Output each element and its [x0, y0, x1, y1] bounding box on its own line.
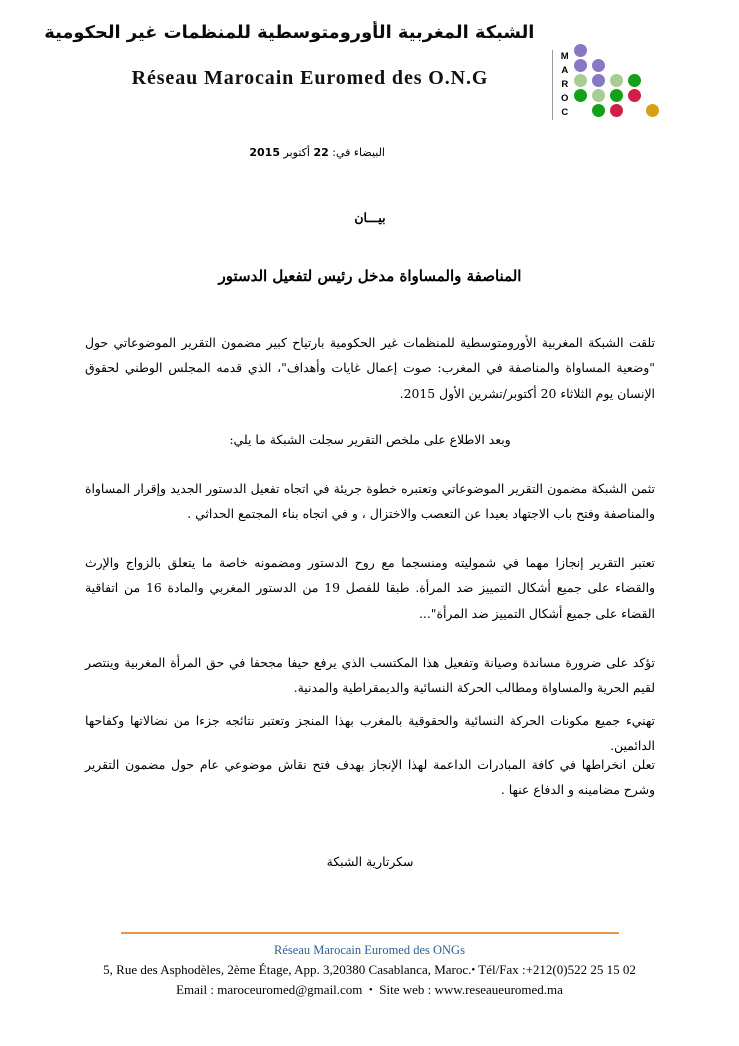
paragraph-point-3: تؤكد على ضرورة مساندة وصيانة وتفعيل هذا المكتسب الذي يرفع حيفا مجحفا في حق المرأة المغربية وينتصر لقيم الحرية والمساواة ومطالب الحركة النسائية والديمقراطية والمدنية.	[85, 655, 655, 696]
document-kicker: بيـــان	[354, 210, 386, 225]
footer-organization-name: Réseau Marocain Euromed des ONGs	[274, 942, 465, 957]
logo-dot-purple	[592, 74, 605, 87]
footer-contact-line	[0, 980, 739, 1000]
footer-address: 5, Rue des Asphodèles, 2ème Étage, App. 3,20380 Casablanca, Maroc.	[103, 961, 472, 977]
organization-name-french: Réseau Marocain Euromed des O.N.G	[131, 66, 489, 89]
dateline-text	[249, 146, 385, 159]
document-footer	[0, 932, 739, 1000]
footer-phone: +212(0)522 25 15 02	[525, 961, 636, 977]
organization-name-arabic: الشبكة المغربية الأورومتوسطية للمنظمات غير الحكومية	[44, 23, 535, 43]
footer-divider-rule	[121, 932, 619, 934]
signature-line: سكرتارية الشبكة	[326, 854, 414, 869]
logo-divider-rule	[552, 50, 553, 120]
logo-dot-light_green	[574, 74, 587, 87]
logo-dot-green	[628, 74, 641, 87]
logo-letter-o: O	[561, 93, 569, 104]
logo-dot-crimson	[628, 89, 641, 102]
dateline	[85, 146, 385, 159]
letterhead-text	[44, 22, 535, 90]
paragraph-intro: تلقت الشبكة المغربية الأورومتوسطية للمنظمات غير الحكومية بارتياح كبير مضمون التقرير الموضوعاتي حول "وضعية المساواة والمناصفة في المغرب: صوت إعمال غايات وأهداف"، الذي قدمه المجلس الوطني لحقوق الإنسان يوم الثلاثاء 20 أكتوبر/تشرين الأول 2015.	[85, 335, 655, 401]
logo-dot-green	[592, 104, 605, 117]
logo-dot-purple	[574, 44, 587, 57]
footer-address-line	[0, 960, 739, 980]
dateline-city-label: البيضاء في:	[332, 146, 385, 159]
dateline-day: 22	[313, 146, 329, 159]
footer-email[interactable]: maroceuromed@gmail.com	[217, 981, 363, 997]
logo-dot-grid	[574, 44, 664, 124]
paragraph-point-1: تثمن الشبكة مضمون التقرير الموضوعاتي وتعتبره خطوة جريئة في اتجاه تفعيل الدستور الجديد وإقرار المساواة والمناصفة وفتح باب الاجتهاد بعيدا عن التعصب والاختزال ، و في اتجاه بناء المجتمع الحداثي .	[85, 481, 655, 522]
logo-letter-r: R	[561, 79, 569, 90]
paragraph-point-5: تعلن انخراطها في كافة المبادرات الداعمة لهذا الإنجاز بهدف فتح نقاش موضوعي عام حول مضمون التقرير وشرح مضامينه و الدفاع عنها .	[85, 757, 655, 798]
dateline-month: أكتوبر	[283, 146, 310, 159]
footer-separator-2: •	[368, 983, 373, 996]
paragraph-point-2: تعتبر التقرير إنجازا مهما في شموليته ومنسجما مع روح الدستور ومضمونه خاصة ما يتعلق بالزواج والإرث والقضاء على جميع أشكال التمييز ضد المرأة. طبقا للفصل 19 من الدستور المغربي والمادة 16 من اتفاقية القضاء على جميع أشكال التمييز ضد المرأة"...	[85, 555, 655, 621]
logo-dot-green	[610, 89, 623, 102]
logo-wordmark-maroc	[558, 50, 572, 120]
logo-dot-light_green	[610, 74, 623, 87]
dateline-year: 2015	[249, 146, 280, 159]
footer-email-label: Email :	[176, 981, 214, 997]
footer-website[interactable]: www.reseaueuromed.ma	[434, 981, 563, 997]
footer-website-label: Site web :	[379, 981, 432, 997]
logo-dot-crimson	[610, 104, 623, 117]
paragraph-point-4: تهنيء جميع مكونات الحركة النسائية والحقوقية بالمغرب بهذا المنجز وتعتبر نتائجه جزءا من نضالاتها وكفاحها الدائمين.	[85, 713, 655, 754]
logo-dot-gold	[646, 104, 659, 117]
letterhead	[0, 22, 739, 127]
logo-letter-a: A	[561, 65, 569, 76]
logo-dot-purple	[592, 59, 605, 72]
logo-dot-light_green	[592, 89, 605, 102]
logo-dot-purple	[574, 59, 587, 72]
document-title: المناصفة والمساواة مدخل رئيس لتفعيل الدستور	[218, 267, 522, 285]
maroc-logo	[552, 26, 664, 122]
logo-letter-c: C	[561, 107, 569, 118]
footer-separator-1: •	[471, 963, 476, 976]
logo-letter-m: M	[560, 51, 570, 62]
logo-dot-green	[574, 89, 587, 102]
footer-phone-label: Tél/Fax :	[478, 961, 526, 977]
paragraph-preamble: وبعد الاطلاع على ملخص التقرير سجلت الشبكة ما يلي:	[229, 432, 511, 447]
